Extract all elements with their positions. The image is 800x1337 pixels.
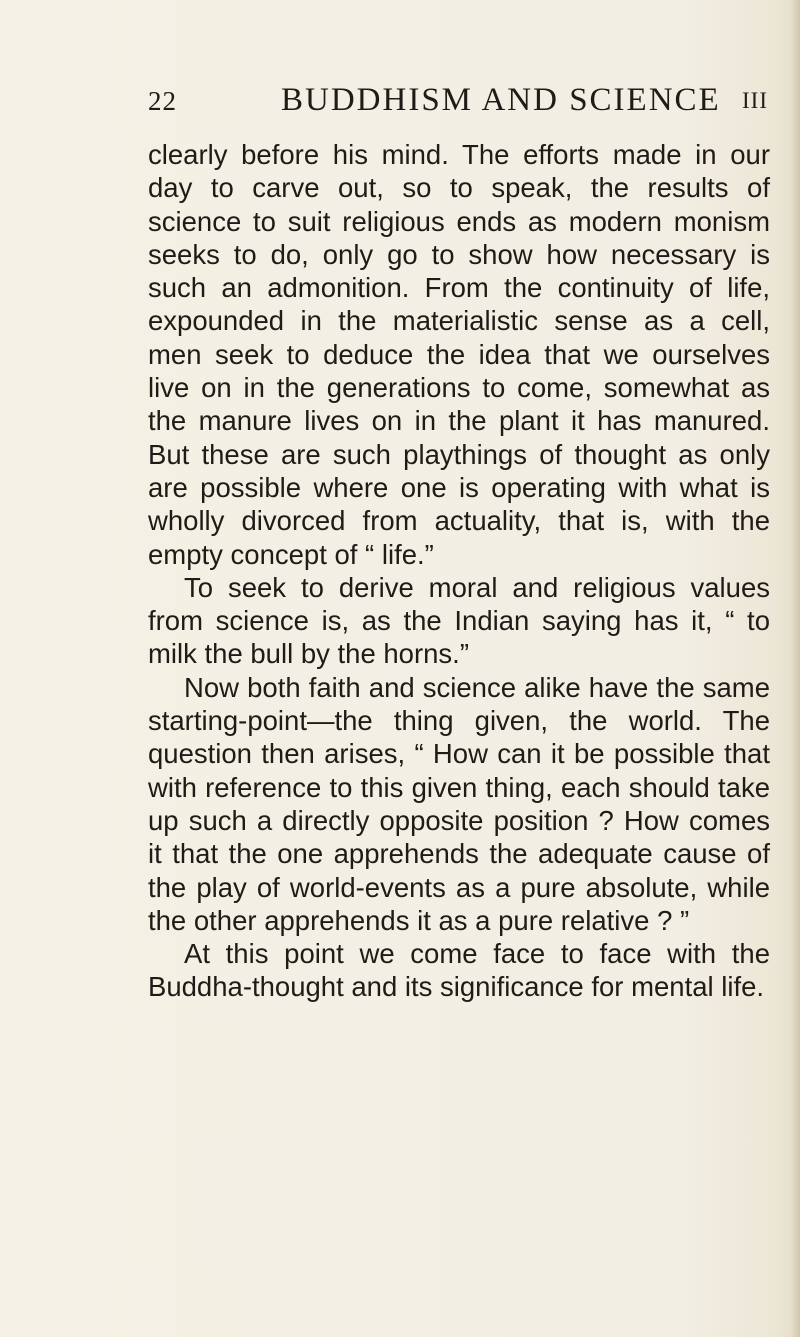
page-edge-shadow [790,0,800,1337]
body-text [148,138,770,1004]
page-header [148,78,768,126]
paragraph: At this point we come face to face with the Buddha-thought and its significance for mental life. [148,938,770,1003]
paragraph: Now both faith and science alike have the same starting-point—the thing given, the world. The question then arises, “ How can it be possible that with reference to this given thing, each should take up such a directly opposite position ? How comes it that the one apprehends the adequate cause of the play of world-events as a pure absolute, while the other apprehends it as a pure relative ? ” [148,671,770,936]
paragraph: clearly before his mind. The efforts made in our day to carve out, so to speak, the results of science to suit religious ends as modern monism seeks to do, only go to show how necessary is such an admonition. From the continuity of life, expounded in the materialistic sense as a cell, men seek to deduce the idea that we ourselves live on in the generations to come, somewhat as the manure lives on in the plant it has manured. But these are such playthings of thought as only are possible where one is operating with what is wholly divorced from actuality, that is, with the empty concept of “ life.” [148,139,770,570]
paragraph: To seek to derive moral and religious values from science is, as the Indian saying has it, “ to milk the bull by the horns.” [148,571,770,670]
running-head: BUDDHISM AND SCIENCE [281,82,721,118]
page-number: 22 [148,86,177,116]
chapter-numeral: III [742,88,768,113]
